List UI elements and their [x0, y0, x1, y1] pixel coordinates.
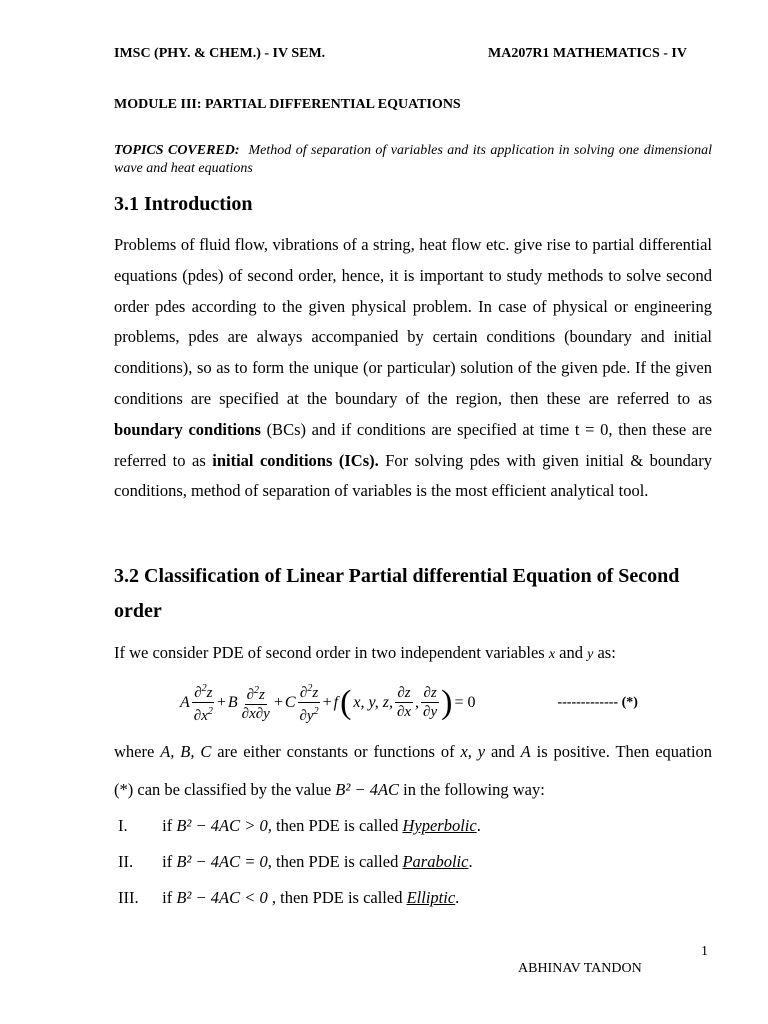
intro-bold-bcs: boundary conditions: [114, 419, 261, 439]
where-text-c: and: [490, 742, 515, 761]
topics-text: Method of separation of variables and its application in solving one dimensional wave and heat equations: [114, 143, 713, 176]
list-if: if: [162, 816, 173, 835]
a-var: A: [520, 742, 531, 761]
list-type: Elliptic: [406, 888, 456, 907]
list-end: .: [468, 852, 473, 871]
pde-intro-text: If we consider PDE of second order in two independent variables: [114, 643, 545, 662]
list-condition: B² − 4AC > 0,: [176, 816, 272, 835]
header-left: IMSC (PHY. & CHEM.) - IV SEM.: [114, 46, 326, 61]
list-item: [118, 852, 473, 872]
pde-intro-end: as:: [597, 643, 616, 662]
list-end: .: [455, 888, 460, 907]
var-y: y: [587, 647, 594, 662]
classify-text-a: (*) can be classified by the value: [114, 780, 332, 799]
classify-line: [114, 780, 545, 800]
page-number: 1: [701, 944, 708, 959]
where-text-b: are either constants or functions of: [217, 742, 455, 761]
author-name: ABHINAV TANDON: [518, 961, 642, 976]
header-right: MA207R1 MATHEMATICS - IV: [488, 46, 687, 61]
module-title: MODULE III: PARTIAL DIFFERENTIAL EQUATIONS: [114, 97, 461, 112]
section-heading-classification-1: 3.2 Classification of Linear Partial differential Equation of Second: [114, 565, 680, 587]
where-text-a: where: [114, 742, 155, 761]
classify-expr: B² − 4AC: [335, 780, 400, 799]
xy-vars: x, y: [460, 742, 486, 761]
intro-text-b: (BCs) and if conditions are specified at time t = 0, then these are referred to as: [114, 419, 713, 470]
and-text: and: [559, 643, 583, 662]
list-numeral: I.: [118, 816, 128, 835]
list-condition: B² − 4AC < 0: [176, 888, 268, 907]
intro-paragraph: [114, 230, 712, 507]
pde-intro-line: [114, 643, 616, 663]
where-text-d: is positive. Then equation: [536, 742, 713, 761]
list-mid: , then PDE is called: [267, 852, 403, 871]
var-x: x: [548, 647, 556, 662]
list-numeral: III.: [118, 888, 139, 907]
intro-bold-ics: initial conditions (ICs).: [212, 450, 379, 470]
where-line: [114, 737, 712, 767]
abc-vars: A, B, C: [160, 742, 212, 761]
intro-text-c: For solving pdes with given initial & boundary conditions, method of separation of variables is the most efficient analytical tool.: [114, 450, 713, 501]
classify-text-b: in the following way:: [403, 780, 545, 799]
list-if: if: [162, 852, 173, 871]
topics-covered: [114, 142, 712, 178]
list-type: Parabolic: [402, 852, 469, 871]
section-heading-classification-2: order: [114, 600, 162, 622]
topics-label: TOPICS COVERED:: [114, 143, 240, 158]
list-numeral: II.: [118, 852, 134, 871]
list-condition: B² − 4AC = 0: [176, 852, 268, 871]
intro-text-a: Problems of fluid flow, vibrations of a string, heat flow etc. give rise to partial differential equations (pdes) of second order, hence, it is important to study methods to solve second order pdes according to the given physical problem. In case of physical or engineering problems, pdes are always accompanied by certain conditions (boundary and initial conditions), so as to form the unique (or particular) solution of the given pde. If the given conditions are specified at the boundary of the region, then these are referred to as: [114, 235, 712, 408]
list-item: [118, 888, 459, 908]
list-mid: then PDE is called: [271, 816, 403, 835]
list-item: [118, 816, 481, 836]
list-mid: , then PDE is called: [267, 888, 407, 907]
list-if: if: [162, 888, 173, 907]
section-heading-intro: 3.1 Introduction: [114, 193, 253, 215]
equation-label: ------------- (*): [557, 694, 638, 710]
pde-equation: A $\frac{\partial^2z}{\partial x^2}$ + B $\frac{\partial^2z}{\partial x\partial y}$ + C $\frac{\partial^2z}{\partial y^2}$ + f ( x, y, z, $\frac{\partial z}{\partial x}$ , $\frac{\partial z}{\partial y}$ ) = 0 ------------- (*): [180, 680, 720, 728]
list-type: Hyperbolic: [402, 816, 477, 835]
list-end: .: [476, 816, 481, 835]
